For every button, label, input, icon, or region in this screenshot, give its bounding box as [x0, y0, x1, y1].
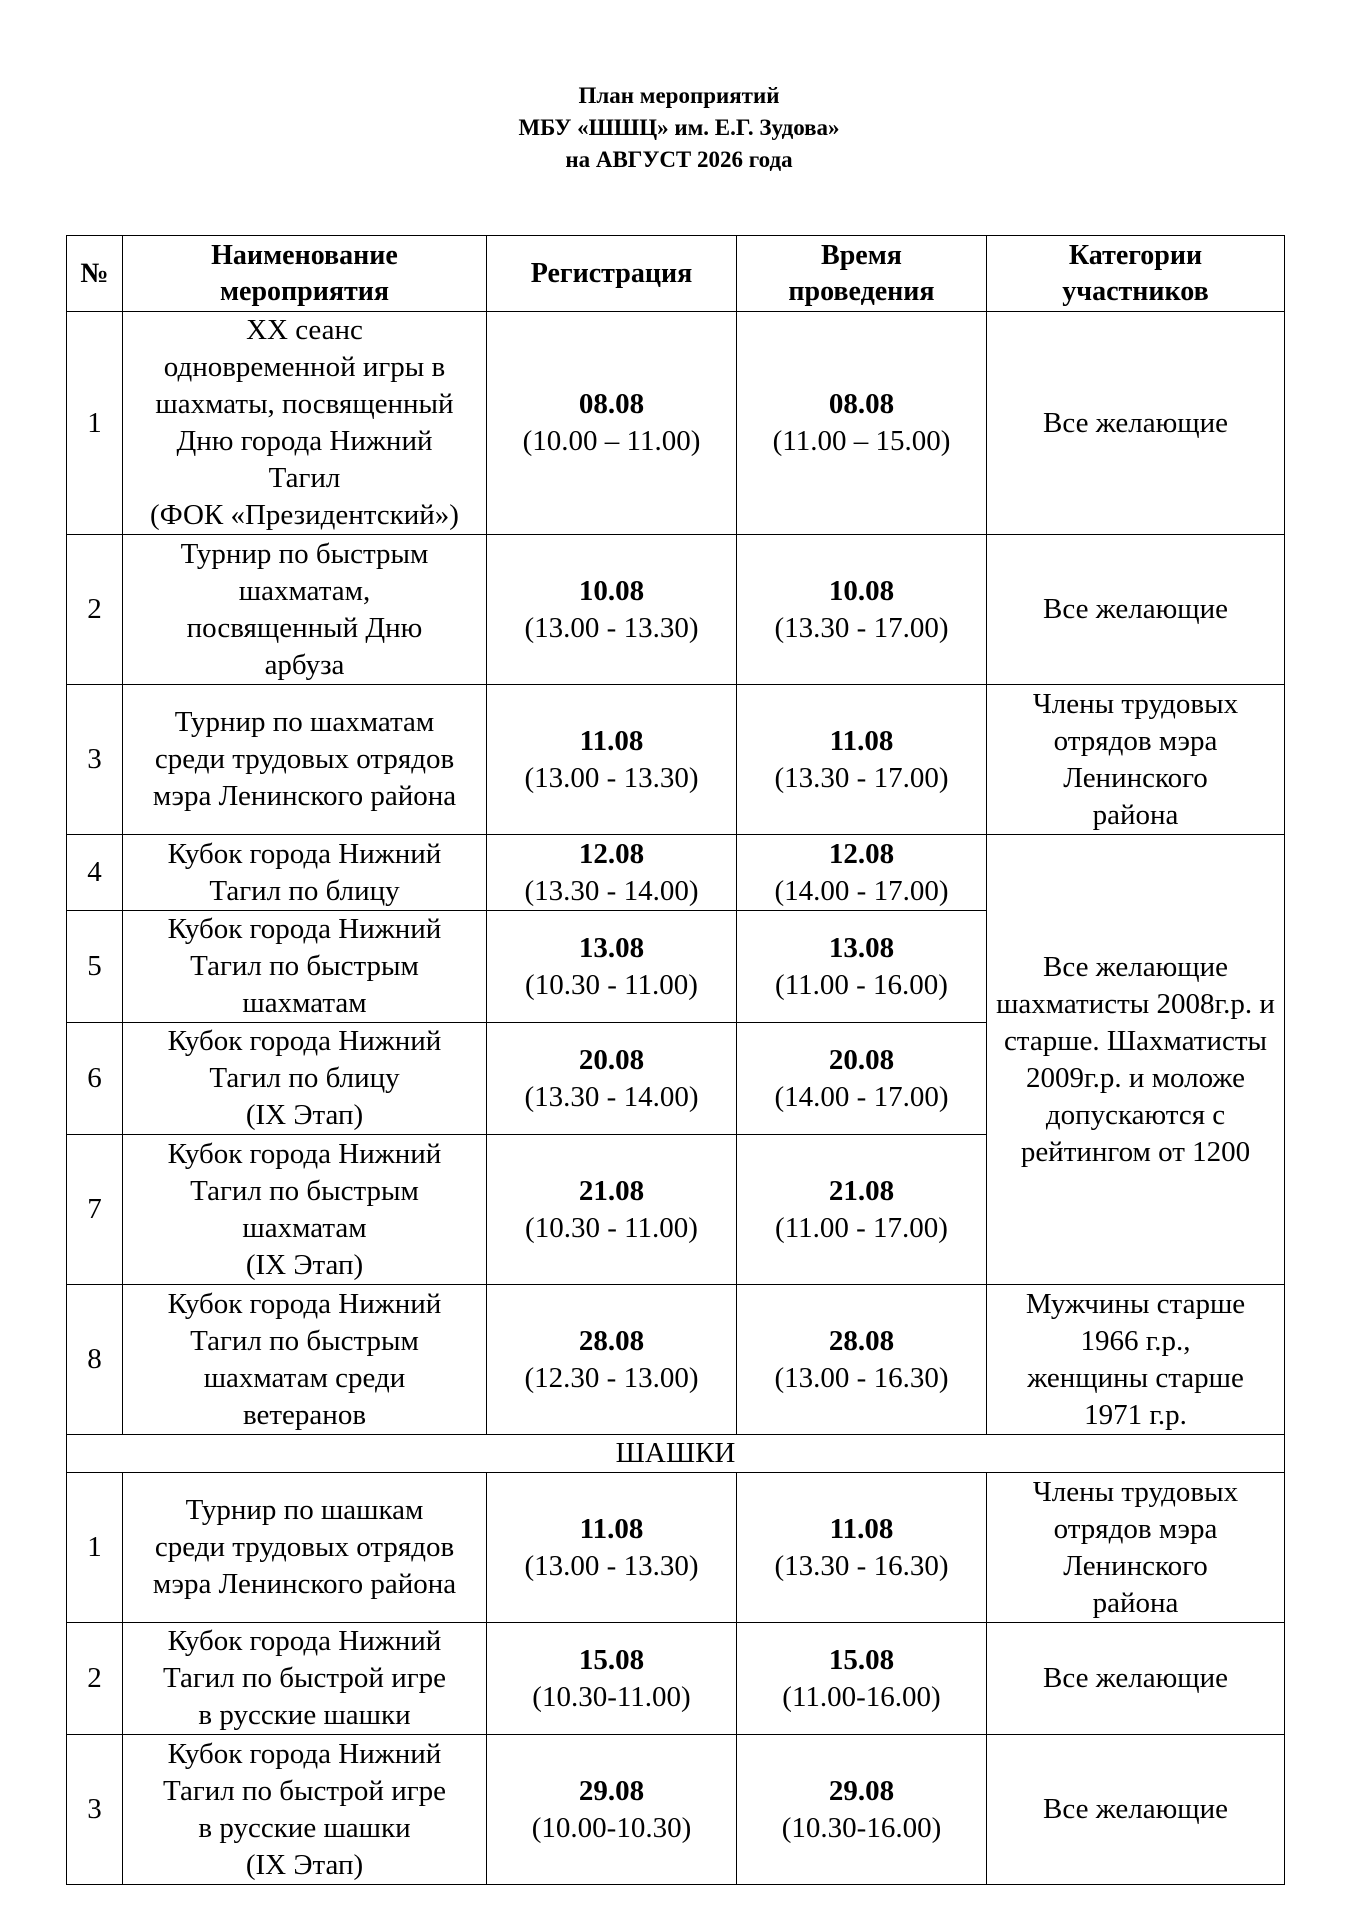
event-name-line: мэра Ленинского района	[152, 1568, 457, 1600]
participant-category-line: отрядов мэра	[1053, 724, 1218, 757]
participant-category-merged-line: старше. Шахматисты	[1003, 1024, 1268, 1057]
registration-cell	[487, 1473, 737, 1623]
event-name-line: шахматам	[242, 987, 367, 1019]
registration-date: 10.08	[578, 574, 645, 607]
registration-cell	[487, 1735, 737, 1885]
event-name-line: одновременной игры в	[163, 351, 446, 383]
row-number: 3	[67, 685, 123, 835]
registration-time: (12.30 - 13.00)	[524, 1361, 699, 1394]
participant-category-merged	[987, 835, 1285, 1285]
checkers-row	[67, 1735, 1285, 1885]
event-name-line: шахматам среди	[203, 1361, 406, 1394]
event-name-line: Турнир по быстрым	[180, 537, 429, 570]
participant-category-line: Все желающие	[1043, 1793, 1228, 1825]
event-time: (14.00 - 17.00)	[774, 1080, 949, 1113]
event-name	[123, 1623, 487, 1735]
event-date: 15.08	[828, 1643, 895, 1676]
event-time-cell	[737, 535, 987, 685]
event-name-line: ветеранов	[242, 1398, 367, 1431]
event-name-line: XX сеанс	[246, 314, 363, 346]
event-time: (11.00 – 15.00)	[772, 425, 951, 457]
event-name-line: Турнир по шахматам	[174, 706, 435, 738]
event-time-cell	[737, 1473, 987, 1623]
participant-category-line: района	[1092, 798, 1179, 831]
event-name-line: (IX Этап)	[245, 1248, 364, 1281]
event-time-cell	[737, 1135, 987, 1285]
event-name-line: (IX Этап)	[245, 1099, 364, 1131]
registration-cell	[487, 1623, 737, 1735]
registration-date: 11.08	[579, 724, 644, 757]
col-header-name	[123, 236, 487, 312]
event-time-cell	[737, 685, 987, 835]
event-name	[123, 685, 487, 835]
events-table	[66, 235, 1285, 1885]
event-name-line: Тагил по быстрым	[190, 1324, 419, 1357]
event-name-line: арбуза	[264, 648, 345, 681]
event-name	[123, 1023, 487, 1135]
row-number: 6	[67, 1023, 123, 1135]
participant-category-line: Все желающие	[1043, 406, 1228, 439]
event-name-line: Кубок города Нижний	[167, 1625, 442, 1657]
registration-date: 28.08	[578, 1324, 645, 1357]
event-name	[123, 312, 487, 535]
row-number: 1	[67, 312, 123, 535]
registration-time: (13.30 - 14.00)	[524, 1080, 699, 1113]
registration-time: (10.30-11.00)	[532, 1680, 691, 1713]
event-date: 29.08	[828, 1774, 895, 1807]
event-name	[123, 1735, 487, 1885]
title-line-2: МБУ «ШШЦ» им. Е.Г. Зудова»	[518, 115, 840, 140]
row-number: 1	[67, 1473, 123, 1623]
registration-time: (13.00 - 13.30)	[524, 1549, 699, 1582]
event-name-line: Кубок города Нижний	[167, 1137, 442, 1170]
registration-time: (13.00 - 13.30)	[524, 611, 699, 644]
participant-category-merged-line: шахматисты 2008г.р. и	[996, 987, 1275, 1020]
event-name-line: мэра Ленинского района	[152, 780, 457, 812]
event-name	[123, 535, 487, 685]
event-name-line: среди трудовых отрядов	[154, 743, 455, 775]
participant-category	[987, 1623, 1285, 1735]
registration-time: (13.30 - 14.00)	[524, 874, 699, 907]
event-date: 08.08	[828, 388, 895, 420]
col-header-registration: Регистрация	[487, 236, 737, 312]
registration-time: (13.00 - 13.30)	[524, 761, 699, 794]
checkers-row	[67, 1473, 1285, 1623]
registration-cell	[487, 312, 737, 535]
participant-category-line: Члены трудовых	[1032, 1475, 1239, 1508]
event-name-line: Кубок города Нижний	[167, 913, 442, 945]
row-number: 8	[67, 1285, 123, 1435]
title-line-3: на АВГУСТ 2026 года	[565, 147, 793, 172]
participant-category-line: 1971 г.р.	[1084, 1398, 1187, 1431]
event-time: (10.30-16.00)	[781, 1811, 942, 1844]
participant-category-line: Все желающие	[1043, 593, 1228, 625]
chess-row	[67, 685, 1285, 835]
event-time: (13.30 - 17.00)	[774, 761, 949, 794]
registration-date: 08.08	[578, 388, 645, 420]
event-name-line: шахматам	[242, 1211, 367, 1244]
event-name	[123, 1285, 487, 1435]
registration-date: 21.08	[578, 1174, 645, 1207]
event-name-line: Турнир по шашкам	[185, 1494, 424, 1526]
event-name-line: в русские шашки	[198, 1811, 411, 1844]
col-header-time-l2: проведения	[788, 275, 935, 307]
registration-cell	[487, 911, 737, 1023]
event-name-line: среди трудовых отрядов	[154, 1531, 455, 1563]
registration-time: (10.00 – 11.00)	[522, 425, 701, 457]
chess-row	[67, 835, 1285, 911]
participant-category	[987, 1285, 1285, 1435]
participant-category-line: Ленинского	[1063, 761, 1208, 794]
event-time: (11.00 - 16.00)	[775, 968, 948, 1001]
registration-cell	[487, 1135, 737, 1285]
participant-category	[987, 312, 1285, 535]
row-number: 5	[67, 911, 123, 1023]
row-number: 4	[67, 835, 123, 911]
registration-time: (10.30 - 11.00)	[525, 968, 698, 1001]
chess-row	[67, 312, 1285, 535]
event-date: 10.08	[828, 574, 895, 607]
event-name-line: (ФОК «Президентский»)	[150, 499, 459, 531]
event-name-line: Тагил по быстрым	[190, 950, 419, 982]
row-number: 3	[67, 1735, 123, 1885]
event-time: (11.00-16.00)	[782, 1680, 941, 1713]
event-time-cell	[737, 1623, 987, 1735]
registration-cell	[487, 835, 737, 911]
event-name-line: Кубок города Нижний	[167, 1737, 442, 1770]
event-name-line: шахматы, посвященный	[155, 388, 454, 420]
participant-category-line: Все желающие	[1043, 1662, 1228, 1694]
registration-cell	[487, 685, 737, 835]
participant-category-line: 1966 г.р.,	[1080, 1324, 1191, 1357]
participant-category-line: района	[1092, 1586, 1179, 1619]
participant-category	[987, 685, 1285, 835]
col-header-cat-l1: Категории	[1068, 239, 1203, 271]
registration-cell	[487, 1023, 737, 1135]
registration-date: 13.08	[578, 931, 645, 964]
event-name	[123, 835, 487, 911]
participant-category-line: Мужчины старше	[1025, 1287, 1246, 1320]
col-header-category	[987, 236, 1285, 312]
header-row	[67, 236, 1285, 312]
col-header-time	[737, 236, 987, 312]
event-time: (13.30 - 16.30)	[774, 1549, 949, 1582]
participant-category-line: Ленинского	[1063, 1549, 1208, 1582]
event-name	[123, 911, 487, 1023]
chess-row	[67, 535, 1285, 685]
event-name-line: Кубок города Нижний	[167, 837, 442, 870]
row-number: 2	[67, 1623, 123, 1735]
event-name-line: Тагил	[268, 462, 341, 494]
event-date: 21.08	[828, 1174, 895, 1207]
registration-date: 12.08	[578, 837, 645, 870]
participant-category	[987, 1473, 1285, 1623]
event-name-line: Дню города Нижний	[176, 425, 433, 457]
event-name-line: шахматам,	[238, 574, 371, 607]
event-time: (13.00 - 16.30)	[774, 1361, 949, 1394]
event-date: 11.08	[829, 724, 894, 757]
participant-category-merged-line: Все желающие	[1043, 950, 1228, 983]
event-name-line: Тагил по блицу	[209, 1062, 400, 1094]
section-title-checkers: ШАШКИ	[67, 1435, 1285, 1473]
event-date: 12.08	[828, 837, 895, 870]
registration-date: 29.08	[578, 1774, 645, 1807]
event-time-cell	[737, 1735, 987, 1885]
col-header-cat-l2: участников	[1062, 275, 1209, 307]
event-name-line: Тагил по быстрым	[190, 1174, 419, 1207]
event-name	[123, 1473, 487, 1623]
event-name-line: в русские шашки	[198, 1699, 411, 1731]
event-name-line: (IX Этап)	[245, 1848, 364, 1881]
registration-time: (10.30 - 11.00)	[525, 1211, 698, 1244]
col-header-num: №	[67, 236, 123, 312]
title-line-1: План мероприятий	[578, 83, 780, 108]
event-date: 11.08	[829, 1512, 894, 1545]
participant-category-line: женщины старше	[1027, 1361, 1244, 1394]
participant-category	[987, 1735, 1285, 1885]
participant-category-line: отрядов мэра	[1053, 1512, 1218, 1545]
event-time-cell	[737, 911, 987, 1023]
registration-date: 11.08	[579, 1512, 644, 1545]
event-name-line: Кубок города Нижний	[167, 1287, 442, 1320]
participant-category-merged-line: рейтингом от 1200	[1020, 1135, 1251, 1168]
participant-category	[987, 535, 1285, 685]
event-name-line: посвященный Дню	[186, 611, 423, 644]
event-time-cell	[737, 835, 987, 911]
row-number: 2	[67, 535, 123, 685]
chess-row	[67, 1285, 1285, 1435]
event-time: (14.00 - 17.00)	[774, 874, 949, 907]
section-row-checkers	[67, 1435, 1285, 1473]
event-name-line: Тагил по быстрой игре	[163, 1774, 446, 1807]
col-header-time-l1: Время	[821, 239, 902, 271]
event-time-cell	[737, 312, 987, 535]
event-name-line: Тагил по быстрой игре	[163, 1662, 446, 1694]
participant-category-merged-line: 2009г.р. и моложе	[1026, 1061, 1245, 1094]
document-title	[0, 80, 1358, 176]
col-header-name-l1: Наименование	[211, 239, 398, 271]
event-date: 13.08	[828, 931, 895, 964]
event-name-line: Тагил по блицу	[209, 874, 400, 907]
participant-category-merged-line: допускаются с	[1045, 1098, 1226, 1131]
event-time: (11.00 - 17.00)	[775, 1211, 948, 1244]
event-time-cell	[737, 1023, 987, 1135]
event-time-cell	[737, 1285, 987, 1435]
checkers-row	[67, 1623, 1285, 1735]
event-time: (13.30 - 17.00)	[774, 611, 949, 644]
registration-cell	[487, 535, 737, 685]
registration-date: 15.08	[578, 1643, 645, 1676]
event-date: 20.08	[828, 1043, 895, 1076]
registration-time: (10.00-10.30)	[531, 1811, 692, 1844]
row-number: 7	[67, 1135, 123, 1285]
event-date: 28.08	[828, 1324, 895, 1357]
participant-category-line: Члены трудовых	[1032, 687, 1239, 720]
col-header-name-l2: мероприятия	[219, 275, 390, 307]
event-name-line: Кубок города Нижний	[167, 1025, 442, 1057]
registration-cell	[487, 1285, 737, 1435]
event-name	[123, 1135, 487, 1285]
registration-date: 20.08	[578, 1043, 645, 1076]
